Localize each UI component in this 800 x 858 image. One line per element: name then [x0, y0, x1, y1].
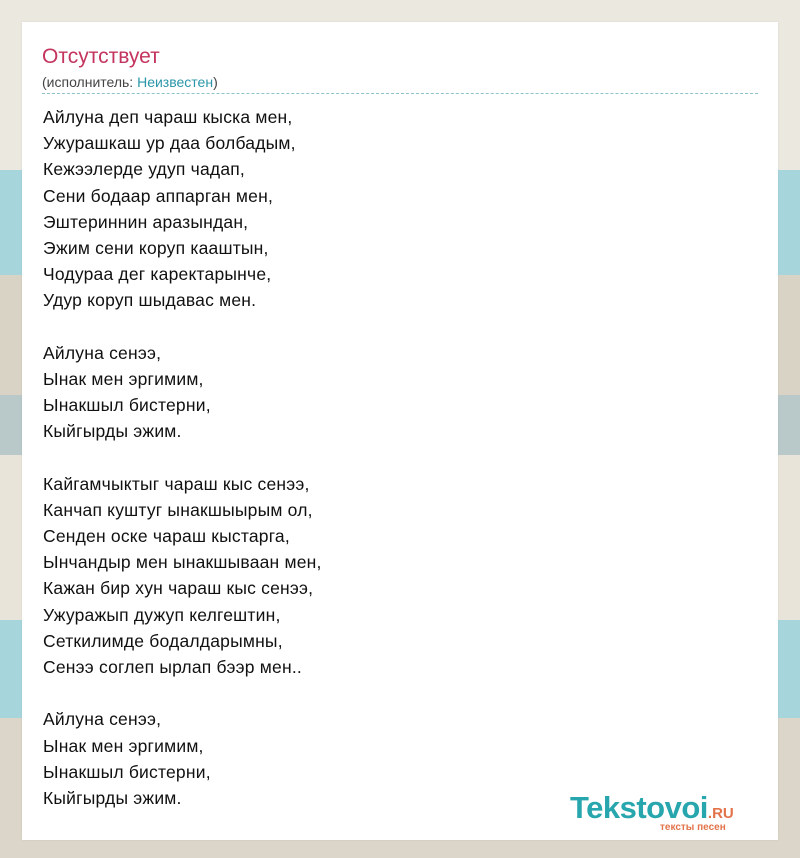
song-title: Отсутствует: [42, 45, 160, 68]
lyric-line: Канчап куштуг ынакшыырым ол,: [43, 499, 313, 520]
lyrics-card: [22, 22, 778, 840]
lyric-line: Ынак мен эргимим,: [43, 368, 204, 389]
lyric-line: Эжим сени коруп кааштын,: [43, 237, 269, 258]
lyric-line: Удур коруп шыдавас мен.: [43, 290, 257, 311]
lyrics-text: [43, 104, 743, 811]
lyric-line: Ынак мен эргимим,: [43, 735, 204, 756]
lyric-line: Сенден оске чараш кыстарга,: [43, 526, 290, 546]
lyric-line: Айлуна сенээ,: [43, 709, 162, 730]
lyric-line: Айлуна сенээ,: [43, 342, 162, 363]
artist-link[interactable]: Неизвестен: [137, 74, 214, 90]
lyric-line: Эштериннин аразындан,: [43, 211, 249, 232]
logo-tagline: тексты песен: [660, 822, 726, 833]
artist-line: [42, 72, 218, 92]
lyric-line: [43, 314, 743, 340]
lyric-line: Ынакшыл бистерни,: [43, 761, 211, 782]
lyric-line: Кыйгырды эжим.: [43, 787, 182, 808]
artist-prefix: (исполнитель:: [42, 74, 138, 90]
title-divider: [42, 93, 758, 94]
lyric-line: [43, 444, 743, 470]
lyric-line: Ужурашкаш ур даа болбадым,: [43, 133, 296, 154]
lyric-line: Кыйгырды эжим.: [43, 421, 182, 442]
artist-suffix: ): [213, 74, 218, 90]
lyric-line: Ынчандыр мен ынакшываан мен,: [43, 552, 322, 573]
lyric-line: Кажан бир хун чараш кыс сенээ,: [43, 578, 314, 599]
logo-tld: .RU: [707, 805, 734, 822]
logo-brand: Tekstovoi: [570, 790, 708, 825]
lyric-line: Айлуна деп чараш кыска мен,: [43, 107, 293, 127]
lyric-line: Чодураа дег каректарынче,: [43, 264, 272, 285]
lyric-line: Сени бодаар аппарган мен,: [43, 185, 274, 206]
lyric-line: Кайгамчыктыг чараш кыс сенээ,: [43, 473, 310, 494]
lyric-line: Сенээ соглеп ырлап бээр мен..: [43, 656, 302, 677]
lyric-line: Ынакшыл бистерни,: [43, 395, 211, 416]
lyric-line: [43, 680, 743, 706]
lyric-line: Ужуражып дужуп келгештин,: [43, 604, 281, 625]
lyric-line: Кежээлерде удуп чадап,: [43, 159, 245, 180]
lyric-line: Сеткилимде бодалдарымны,: [43, 630, 283, 651]
